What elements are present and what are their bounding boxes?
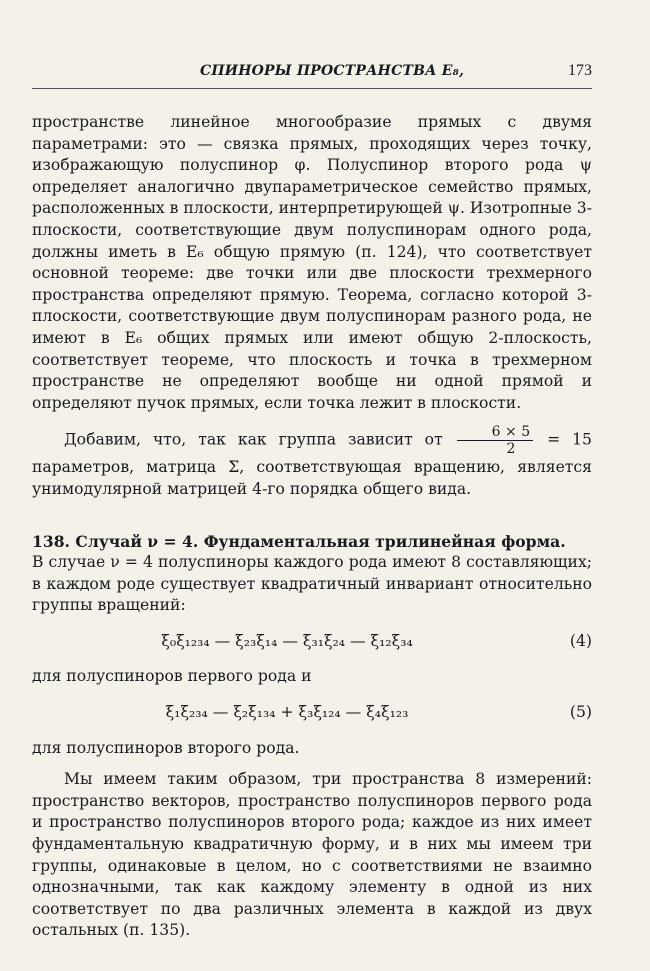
formula-5-row [32,702,592,724]
paragraph-4: для полуспиноров первого рода и [32,667,312,686]
paragraph-2 [32,424,592,500]
paragraph-2-end: = 15 параметров, матрица Σ, соответствующая вращению, является унимодулярной матрицей 4-го порядка общего вида. [32,430,592,498]
header-rule [32,88,592,89]
paragraph-6: Мы имеем таким образом, три пространства 8 измерений: пространство векторов, пространство полуспиноров первого рода и пространство полуспиноров второго рода; каждое из них имеет фундаментальную квадратичную форму, и в них мы имеем три группы, одинаковые в целом, но с соответствиями не взаимно однозначными, так как каждому элементу в одной из них соответствует по два различных элемента в каждой из двух остальных (п. 135). [32,770,592,940]
page-body [32,112,592,942]
running-head [200,62,592,80]
formula-5-number: (5) [569,703,592,722]
fraction-denominator: 2 [506,441,516,458]
formula-4-number: (4) [569,631,592,650]
paragraph-5: для полуспиноров второго рода. [32,738,300,757]
section-heading: 138. Случай ν = 4. Фундаментальная трилинейная форма. [32,531,566,551]
running-title: СПИНОРЫ ПРОСТРАНСТВА E₈, [200,63,465,79]
paragraph-3: В случае ν = 4 полуспиноры каждого рода имеют 8 составляющих; в каждом роде существует квадратичный инвариант относительно группы вращений: [32,553,592,615]
page-number: 173 [568,62,592,79]
formula-5: ξ₁ξ₂₃₄ — ξ₂ξ₁₃₄ + ξ₃ξ₁₂₄ — ξ₄ξ₁₂₃ [165,703,409,722]
formula-4-row [32,631,592,653]
paragraph-2-start: Добавим, что, так как группа зависит от [64,430,443,449]
formula-4: ξ₀ξ₁₂₃₄ — ξ₂₃ξ₁₄ — ξ₃₁ξ₂₄ — ξ₁₂ξ₃₄ [161,631,413,650]
paragraph-1: пространстве линейное многообразие прямых с двумя параметрами: это — связка прямых, проходящих через точку, изображающую полуспинор φ. Полуспинор второго рода ψ определяет аналогично двупараметрическое семейство прямых, расположенных в плоскости, интерпретирующей ψ. Изотропные 3-плоскости, соответствующие двум полуспинорам одного рода, должны иметь в E₆ общую прямую (п. 124), что соответствует основной теореме: две точки или две плоскости трехмерного пространства определяют прямую. Теорема, согласно которой 3-плоскости, соответствующие двум полуспинорам разного рода, не имеют в E₆ общих прямых или имеют общую 2-плоскость, соответствует теореме, что плоскость и точка в трехмерном пространстве не определяют вообще ни одной прямой и определяют пучок прямых, если точка лежит в плоскости. [32,113,592,412]
fraction-numerator: 6 × 5 [457,424,533,441]
fraction [457,424,533,457]
